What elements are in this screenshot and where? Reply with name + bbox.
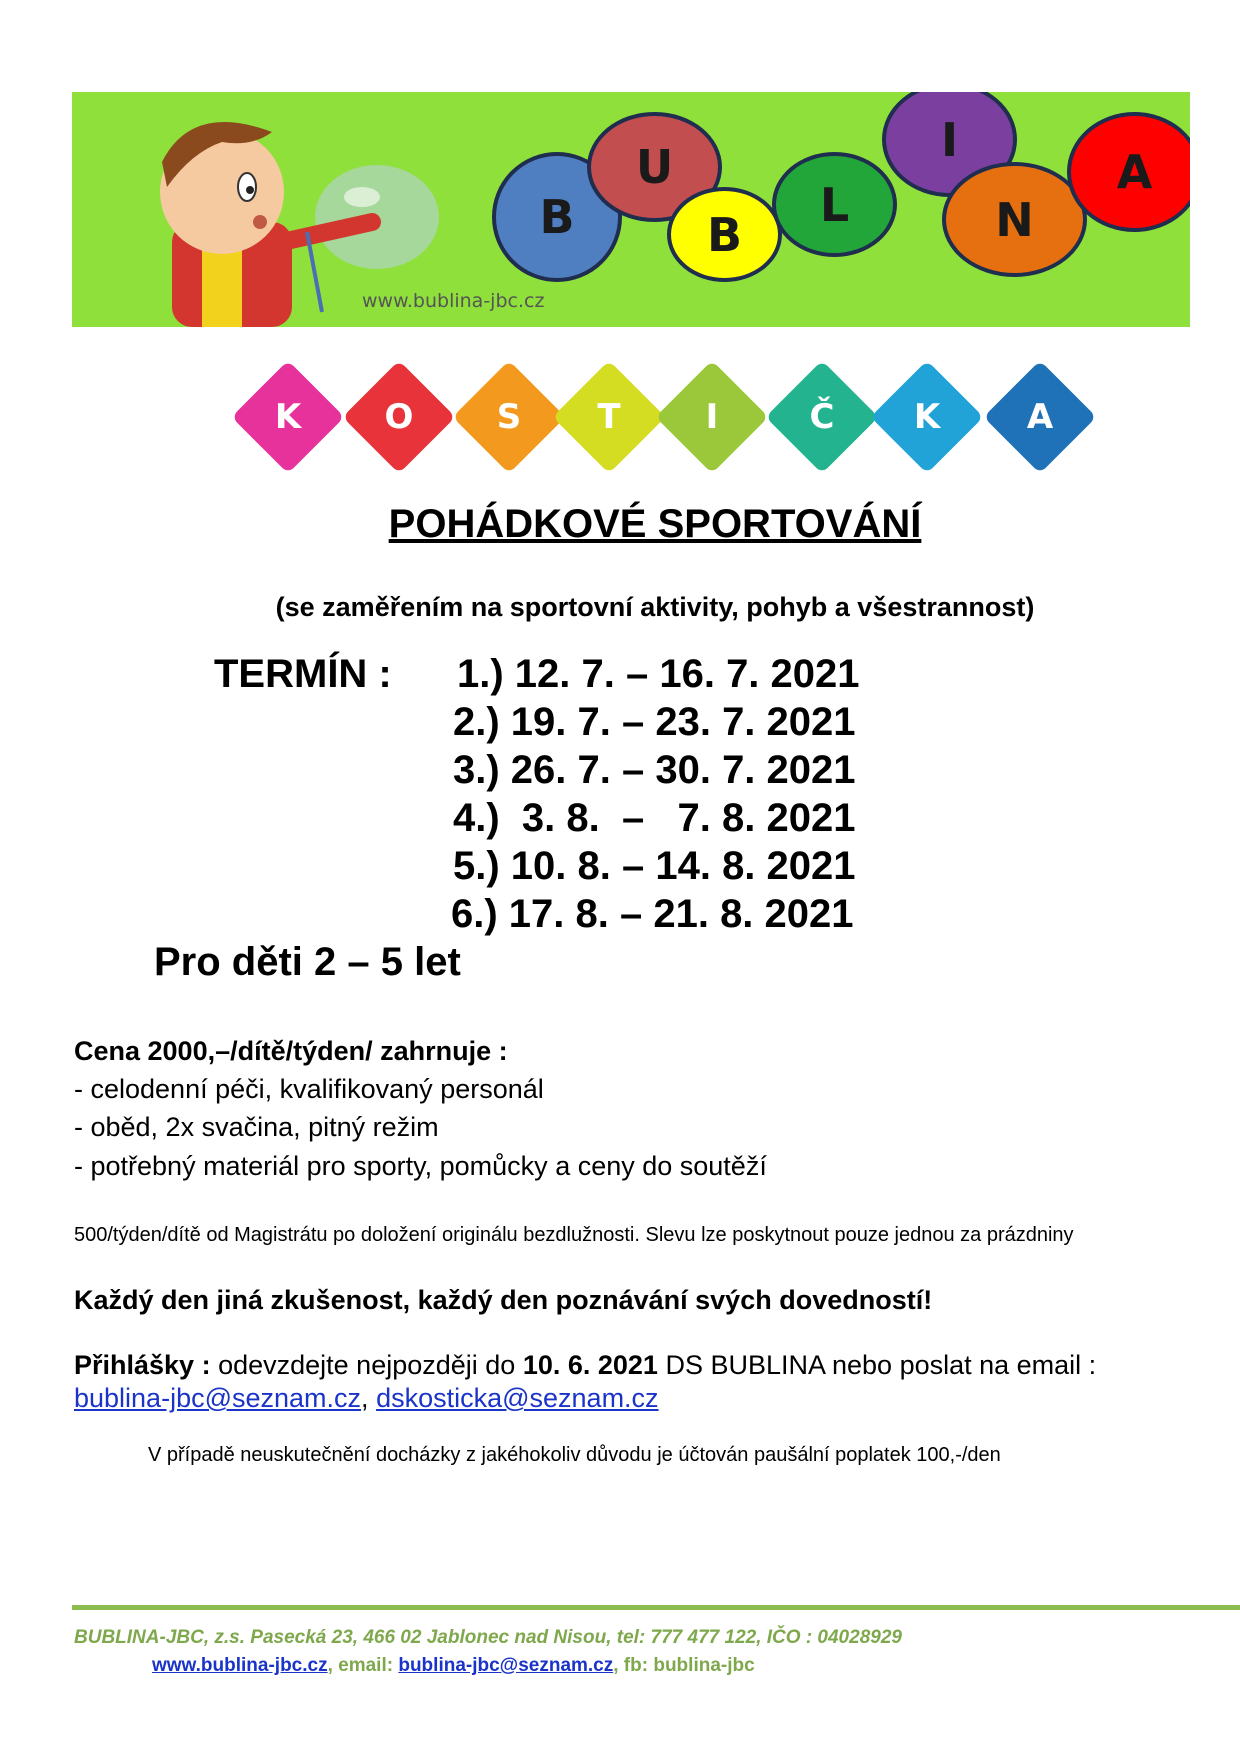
email-link-bublina[interactable]: bublina-jbc@seznam.cz (74, 1383, 362, 1413)
bubble-letter: B (706, 207, 743, 262)
cube-letter-c: Č (765, 360, 878, 473)
termin-date: 4.) 3. 8. – 7. 8. 2021 (453, 796, 856, 840)
signup-text-2: DS BUBLINA nebo poslat na email : (657, 1350, 1097, 1380)
bubble-letter: A (1116, 145, 1153, 199)
footer-email-label: , email: (327, 1655, 399, 1676)
age-range: Pro děti 2 – 5 let (154, 940, 461, 984)
email-separator: , (361, 1383, 377, 1413)
bubble-letter-b2 (667, 187, 782, 282)
header-banner (72, 92, 1190, 327)
signup-deadline: 10. 6. 2021 (522, 1350, 658, 1380)
footer-divider (72, 1605, 1240, 1610)
cube-letter-k2: K (870, 360, 983, 473)
bubble-letter: N (995, 192, 1034, 247)
subsidy-note: 500/týden/dítě od Magistrátu po doložení originálu bezdlužnosti. Slevu lze poskytnout pouze jednou za prázdniny (74, 1224, 1074, 1246)
bubble-letter: U (635, 140, 674, 194)
price-item: - celodenní péči, kvalifikovaný personál (74, 1074, 544, 1104)
cancellation-note: V případě neuskutečnění docházky z jakéhokoliv důvodu je účtován paušální poplatek 100,-/den (148, 1444, 1001, 1466)
footer-website-link[interactable]: www.bublina-jbc.cz (152, 1655, 328, 1676)
cube-letter-a: A (983, 360, 1096, 473)
bubble-letter-n (942, 162, 1087, 277)
signup-label: Přihlášky : (74, 1350, 211, 1380)
footer-facebook: , fb: bublina-jbc (613, 1655, 755, 1676)
footer-contacts (152, 1655, 755, 1677)
price-item: - potřebný materiál pro sporty, pomůcky a ceny do soutěží (74, 1151, 767, 1181)
cube-letter-o: O (342, 360, 455, 473)
signup-emails (74, 1383, 659, 1414)
termin-date: 2.) 19. 7. – 23. 7. 2021 (453, 700, 856, 744)
motto: Každý den jiná zkušenost, každý den poznávání svých dovedností! (74, 1285, 933, 1315)
page-title: POHÁDKOVÉ SPORTOVÁNÍ (388, 502, 922, 546)
signup-info (74, 1350, 1096, 1381)
cube-letter-s: S (452, 360, 565, 473)
price-heading: Cena 2000,–/dítě/týden/ zahrnuje : (74, 1036, 508, 1066)
termin-label: TERMÍN : (214, 652, 392, 696)
termin-date: 5.) 10. 8. – 14. 8. 2021 (453, 844, 856, 888)
cube-letter-k: K (231, 360, 344, 473)
banner-website-url: www.bublina-jbc.cz (362, 290, 545, 312)
email-link-dskosticka[interactable]: dskosticka@seznam.cz (376, 1383, 659, 1413)
page-subtitle: (se zaměřením na sportovní aktivity, pohyb a všestrannost) (275, 592, 1035, 622)
price-item: - oběd, 2x svačina, pitný režim (74, 1112, 439, 1142)
termin-date: 1.) 12. 7. – 16. 7. 2021 (457, 652, 860, 696)
bubble-letter-a (1067, 112, 1190, 232)
bubble-letter-l (772, 152, 897, 257)
cube-letter-i: I (655, 360, 768, 473)
cube-letter-t: T (552, 360, 665, 473)
footer-email-link[interactable]: bublina-jbc@seznam.cz (398, 1655, 614, 1676)
footer-address: BUBLINA-JBC, z.s. Pasecká 23, 466 02 Jablonec nad Nisou, tel: 777 477 122, IČO : 04028929 (74, 1627, 902, 1648)
bubble-letter: B (539, 190, 575, 244)
bubble-letter: I (940, 112, 959, 167)
signup-text: odevzdejte nejpozději do (210, 1350, 523, 1380)
bubble-letter: L (819, 177, 850, 232)
termin-date: 3.) 26. 7. – 30. 7. 2021 (453, 748, 856, 792)
termin-date: 6.) 17. 8. – 21. 8. 2021 (451, 892, 854, 936)
